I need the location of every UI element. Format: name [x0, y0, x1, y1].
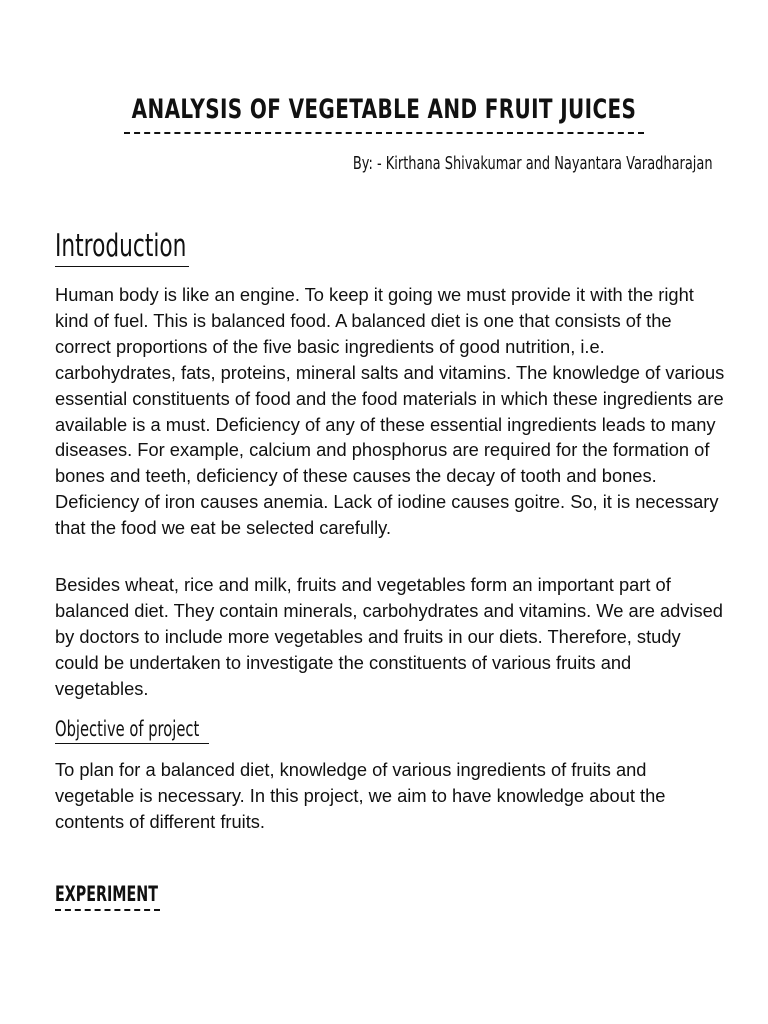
author-byline: By: - Kirthana Shivakumar and Nayantara Varadharajan	[353, 153, 713, 174]
introduction-paragraph-2: Besides wheat, rice and milk, fruits and vegetables form an important part of balanced diet. They contain minerals, carbohydrates and vitamins. We are advised by doctors to include more vegetables and fruits in our diets. Therefore, study could be undertaken to investigate the constituents of various fruits and vegetables.	[55, 574, 723, 699]
introduction-heading: Introduction	[55, 228, 187, 264]
document-title-wrap	[0, 94, 768, 127]
introduction-paragraph-1: Human body is like an engine. To keep it going we must provide it with the right kind of fuel. This is balanced food. A balanced diet is one that consists of the correct proportions of the five basic ingredients of good nutrition, i.e. carbohydrates, fats, proteins, mineral salts and vitamins. The knowledge of various essential constituents of food and the food materials in which these ingredients are available is a must. Deficiency of any of these essential ingredients leads to many diseases. For example, calcium and phosphorus are required for the formation of bones and teeth, deficiency of these causes the decay of tooth and bones. Deficiency of iron causes anemia. Lack of iodine causes goitre. So, it is necessary that the food we eat be selected carefully.	[55, 284, 725, 539]
experiment-heading-underline	[55, 909, 160, 911]
document-title: ANALYSIS OF VEGETABLE AND FRUIT JUICES	[131, 94, 637, 125]
objective-heading-underline	[55, 743, 209, 744]
title-underline	[124, 132, 644, 134]
experiment-heading: EXPERIMENT	[55, 882, 158, 906]
introduction-heading-underline	[55, 266, 189, 267]
objective-paragraph: To plan for a balanced diet, knowledge of various ingredients of fruits and vegetable is necessary. In this project, we aim to have knowledge about the contents of different fruits.	[55, 759, 666, 832]
objective-heading: Objective of project	[55, 717, 200, 741]
